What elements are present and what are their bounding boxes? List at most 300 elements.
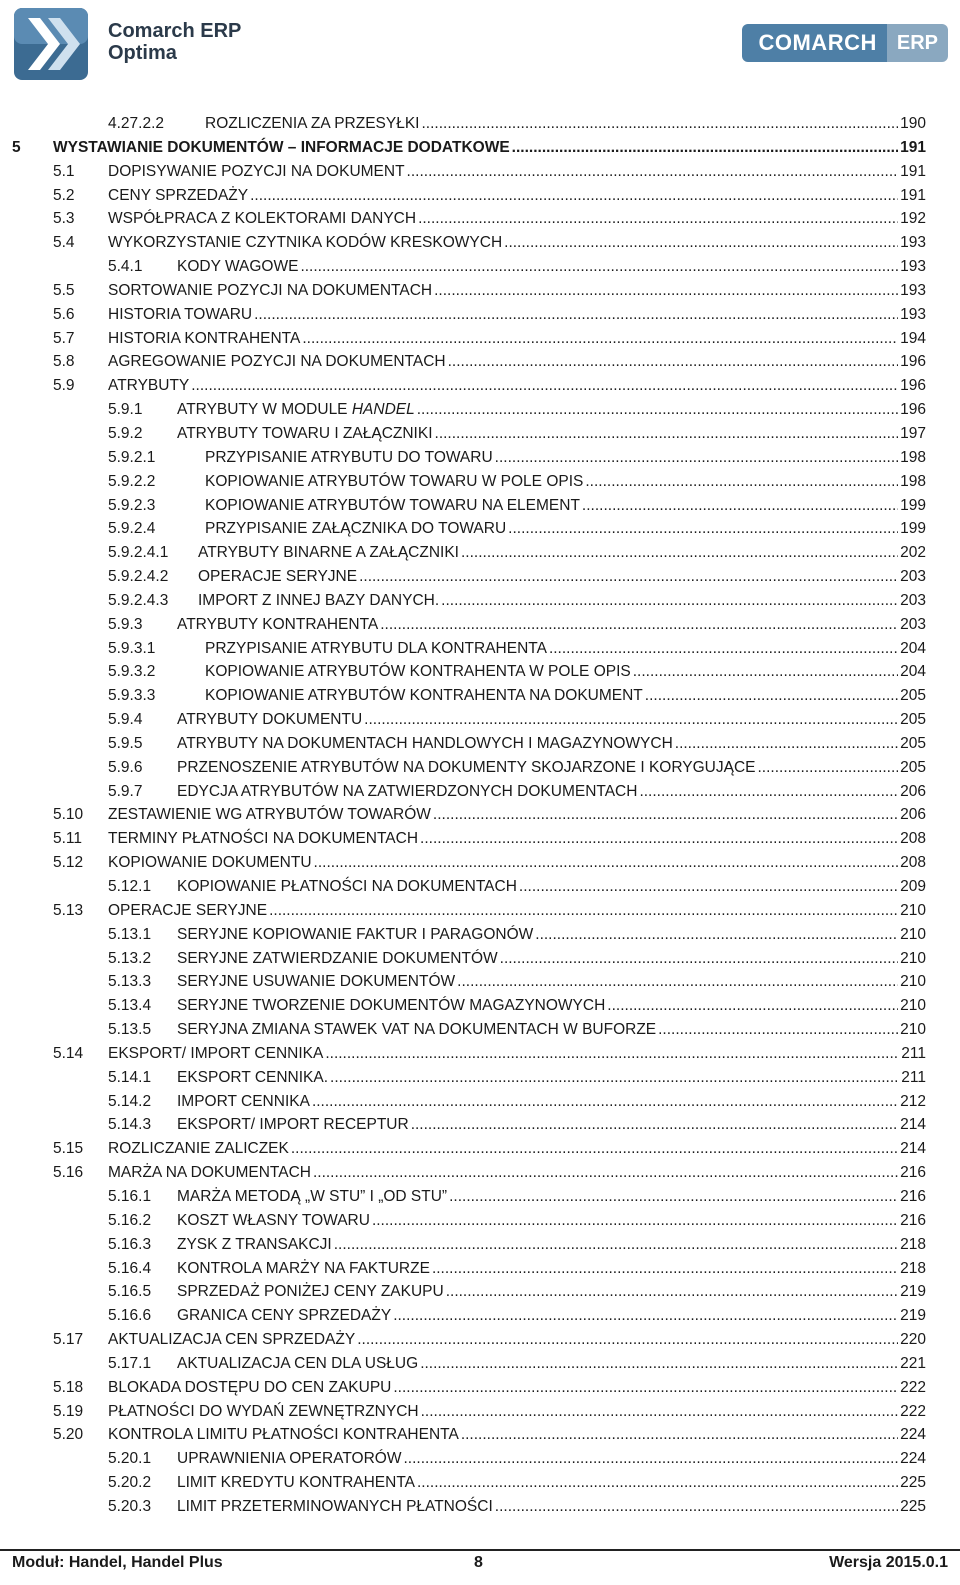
toc-entry[interactable] bbox=[0, 350, 960, 374]
toc-entry-number: 5.16.5 bbox=[108, 1283, 152, 1301]
toc-entry-title-wrap bbox=[177, 947, 898, 971]
toc-entry-number: 5.7 bbox=[53, 329, 75, 347]
toc-dot-leader bbox=[421, 112, 898, 136]
toc-entry-title: KOSZT WŁASNY TOWARU bbox=[177, 1209, 372, 1233]
toc-entry-title-wrap bbox=[205, 112, 898, 136]
toc-dot-leader bbox=[254, 303, 898, 327]
toc-entry-title-wrap bbox=[177, 1209, 898, 1233]
toc-dot-leader bbox=[434, 279, 898, 303]
toc-entry-page: 222 bbox=[898, 1376, 926, 1400]
toc-entry-title: ATRYBUTY NA DOKUMENTACH HANDLOWYCH I MAGAZYNOWYCH bbox=[177, 732, 675, 756]
toc-entry-title: LIMIT PRZETERMINOWANYCH PŁATNOŚCI bbox=[177, 1495, 495, 1519]
toc-dot-leader bbox=[433, 803, 898, 827]
toc-entry-number: 5.16.2 bbox=[108, 1211, 152, 1229]
toc-entry-page: 197 bbox=[898, 422, 926, 446]
toc-entry[interactable] bbox=[0, 374, 960, 398]
toc-entry[interactable] bbox=[0, 923, 960, 947]
toc-entry-number: 5.9.2.4.1 bbox=[108, 544, 169, 562]
toc-entry-number: 5.9 bbox=[53, 377, 75, 395]
toc-entry-title: ROZLICZANIE ZALICZEK bbox=[108, 1137, 291, 1161]
toc-entry-page: 220 bbox=[898, 1328, 926, 1352]
toc-entry[interactable] bbox=[0, 875, 960, 899]
toc-entry-title-wrap bbox=[177, 422, 898, 446]
toc-entry-title-wrap bbox=[177, 1090, 898, 1114]
toc-entry-page: 196 bbox=[898, 350, 926, 374]
toc-entry-title: ZYSK Z TRANSAKCJI bbox=[177, 1233, 334, 1257]
toc-entry-title-wrap bbox=[108, 374, 898, 398]
toc-entry-number: 5.13 bbox=[53, 901, 84, 919]
toc-entry[interactable] bbox=[0, 613, 960, 637]
toc-entry-page: 193 bbox=[898, 279, 926, 303]
toc-entry-page: 210 bbox=[898, 923, 926, 947]
toc-entry-title: BLOKADA DOSTĘPU DO CEN ZAKUPU bbox=[108, 1376, 393, 1400]
toc-entry[interactable] bbox=[0, 1471, 960, 1495]
toc-dot-leader bbox=[633, 660, 898, 684]
toc-entry-title: KOPIOWANIE DOKUMENTU bbox=[108, 851, 314, 875]
toc-entry-page: 205 bbox=[898, 756, 926, 780]
toc-dot-leader bbox=[330, 1066, 899, 1090]
toc-entry[interactable] bbox=[0, 970, 960, 994]
toc-dot-leader bbox=[372, 1209, 898, 1233]
toc-entry-page: 214 bbox=[898, 1137, 926, 1161]
toc-entry-number: 5.18 bbox=[53, 1378, 84, 1396]
toc-entry-title-wrap bbox=[108, 827, 898, 851]
toc-entry-page: 190 bbox=[898, 112, 926, 136]
toc-dot-leader bbox=[757, 756, 898, 780]
logo-main-text: COMARCH bbox=[742, 24, 886, 62]
toc-entry-page: 199 bbox=[898, 517, 926, 541]
toc-entry-page: 225 bbox=[898, 1495, 926, 1519]
toc-entry-number: 5.9.2.2 bbox=[108, 472, 156, 490]
toc-entry-page: 196 bbox=[898, 374, 926, 398]
toc-entry-title: EKSPORT/ IMPORT RECEPTUR bbox=[177, 1113, 411, 1137]
toc-entry[interactable] bbox=[0, 1376, 960, 1400]
toc-entry[interactable] bbox=[0, 899, 960, 923]
toc-entry-page: 219 bbox=[898, 1304, 926, 1328]
toc-dot-leader bbox=[549, 637, 898, 661]
toc-entry[interactable] bbox=[0, 1352, 960, 1376]
toc-entry-title-wrap bbox=[198, 565, 898, 589]
toc-entry-number: 5.9.4 bbox=[108, 711, 143, 729]
toc-entry[interactable] bbox=[0, 1304, 960, 1328]
toc-entry-title: AKTUALIZACJA CEN DLA USŁUG bbox=[177, 1352, 420, 1376]
toc-entry-title: IMPORT Z INNEJ BAZY DANYCH. bbox=[198, 589, 441, 613]
toc-entry-title: AGREGOWANIE POZYCJI NA DOKUMENTACH bbox=[108, 350, 448, 374]
toc-entry-number: 5.20.3 bbox=[108, 1497, 152, 1515]
toc-entry-number: 5.9.2.4 bbox=[108, 520, 156, 538]
toc-entry-title: EDYCJA ATRYBUTÓW NA ZATWIERDZONYCH DOKUMENTACH bbox=[177, 780, 639, 804]
toc-entry-title: AKTUALIZACJA CEN SPRZEDAŻY bbox=[108, 1328, 357, 1352]
toc-entry-page: 210 bbox=[898, 947, 926, 971]
toc-entry-page: 206 bbox=[898, 803, 926, 827]
toc-entry[interactable] bbox=[0, 947, 960, 971]
toc-entry-title: OPERACJE SERYJNE bbox=[108, 899, 269, 923]
toc-entry-title: ATRYBUTY DOKUMENTU bbox=[177, 708, 364, 732]
toc-entry-page: 219 bbox=[898, 1280, 926, 1304]
toc-entry[interactable] bbox=[0, 160, 960, 184]
comarch-optima-logo-icon bbox=[14, 8, 88, 80]
toc-entry-number: 5.4 bbox=[53, 234, 75, 252]
toc-entry-title: ATRYBUTY BINARNE A ZAŁĄCZNIKI bbox=[198, 541, 461, 565]
toc-entry-title-wrap bbox=[177, 923, 898, 947]
toc-entry[interactable] bbox=[0, 207, 960, 231]
toc-entry-number: 5.3 bbox=[53, 210, 75, 228]
toc-entry[interactable] bbox=[0, 1066, 960, 1090]
toc-entry-title-wrap bbox=[198, 541, 898, 565]
toc-dot-leader bbox=[393, 1376, 898, 1400]
toc-dot-leader bbox=[446, 1280, 898, 1304]
toc-dot-leader bbox=[504, 231, 898, 255]
toc-entry-title-wrap bbox=[177, 1304, 898, 1328]
toc-entry-title: ZESTAWIENIE WG ATRYBUTÓW TOWARÓW bbox=[108, 803, 433, 827]
toc-entry-title-wrap bbox=[177, 756, 898, 780]
toc-dot-leader bbox=[607, 994, 898, 1018]
toc-dot-leader bbox=[417, 1471, 898, 1495]
toc-entry[interactable] bbox=[0, 565, 960, 589]
toc-entry-page: 203 bbox=[898, 565, 926, 589]
toc-dot-leader bbox=[269, 899, 898, 923]
toc-dot-leader bbox=[407, 160, 899, 184]
toc-entry-page: 202 bbox=[898, 541, 926, 565]
toc-entry-page: 208 bbox=[898, 827, 926, 851]
toc-entry-title: MARŻA NA DOKUMENTACH bbox=[108, 1161, 313, 1185]
footer-module: Moduł: Handel, Handel Plus bbox=[12, 1554, 223, 1571]
toc-entry-page: 198 bbox=[898, 446, 926, 470]
table-of-contents bbox=[0, 112, 960, 1519]
toc-entry[interactable] bbox=[0, 708, 960, 732]
toc-entry-page: 221 bbox=[898, 1352, 926, 1376]
toc-dot-leader bbox=[449, 1185, 898, 1209]
toc-entry-page: 211 bbox=[899, 1042, 926, 1066]
toc-entry-title: OPERACJE SERYJNE bbox=[198, 565, 359, 589]
toc-entry-title-wrap bbox=[108, 279, 898, 303]
toc-entry-title-wrap bbox=[108, 851, 898, 875]
toc-entry-number: 5.1 bbox=[53, 162, 75, 180]
toc-entry-page: 199 bbox=[898, 494, 926, 518]
toc-entry-number: 5.13.1 bbox=[108, 925, 152, 943]
toc-entry-number: 5.20 bbox=[53, 1426, 84, 1444]
toc-entry-page: 204 bbox=[898, 660, 926, 684]
toc-entry-number: 5.4.1 bbox=[108, 258, 143, 276]
toc-entry-title: KONTROLA MARŻY NA FAKTURZE bbox=[177, 1257, 432, 1281]
toc-entry[interactable] bbox=[0, 541, 960, 565]
toc-dot-leader bbox=[325, 1042, 899, 1066]
toc-entry-title: SERYJNE KOPIOWANIE FAKTUR I PARAGONÓW bbox=[177, 923, 535, 947]
toc-entry-number: 5.9.7 bbox=[108, 782, 143, 800]
toc-entry[interactable] bbox=[0, 1400, 960, 1424]
toc-entry-number: 5.8 bbox=[53, 353, 75, 371]
toc-entry-title-wrap bbox=[177, 970, 898, 994]
toc-entry-number: 5.20.1 bbox=[108, 1450, 152, 1468]
toc-entry[interactable] bbox=[0, 1042, 960, 1066]
toc-entry-number: 5.14.2 bbox=[108, 1092, 152, 1110]
toc-entry-page: 216 bbox=[898, 1185, 926, 1209]
page-footer bbox=[0, 1549, 960, 1585]
toc-entry[interactable] bbox=[0, 994, 960, 1018]
toc-entry[interactable] bbox=[0, 494, 960, 518]
toc-entry-title: WYKORZYSTANIE CZYTNIKA KODÓW KRESKOWYCH bbox=[108, 231, 504, 255]
toc-entry-page: 206 bbox=[898, 780, 926, 804]
toc-entry-title-wrap bbox=[108, 1328, 898, 1352]
toc-dot-leader bbox=[658, 1018, 898, 1042]
toc-entry-page: 205 bbox=[898, 708, 926, 732]
toc-entry-title-wrap bbox=[177, 875, 898, 899]
toc-entry-title-wrap bbox=[177, 732, 898, 756]
brand-name bbox=[108, 20, 241, 64]
toc-entry-number: 5.20.2 bbox=[108, 1474, 152, 1492]
toc-entry-number: 5.9.5 bbox=[108, 734, 143, 752]
toc-entry[interactable] bbox=[0, 851, 960, 875]
toc-entry-title-wrap bbox=[108, 1161, 898, 1185]
toc-entry-number: 5.9.2.4.2 bbox=[108, 568, 169, 586]
toc-entry-title: KODY WAGOWE bbox=[177, 255, 300, 279]
toc-entry-title: KOPIOWANIE ATRYBUTÓW KONTRAHENTA NA DOKUMENT bbox=[205, 684, 645, 708]
toc-entry-title-wrap bbox=[205, 470, 898, 494]
toc-entry[interactable] bbox=[0, 446, 960, 470]
toc-entry-title-wrap bbox=[205, 517, 898, 541]
toc-entry-title: PŁATNOŚCI DO WYDAŃ ZEWNĘTRZNYCH bbox=[108, 1400, 421, 1424]
toc-entry-title: PRZYPISANIE ATRYBUTU DLA KONTRAHENTA bbox=[205, 637, 549, 661]
toc-entry[interactable] bbox=[0, 303, 960, 327]
toc-entry-page: 210 bbox=[898, 899, 926, 923]
toc-entry-title: SPRZEDAŻ PONIŻEJ CENY ZAKUPU bbox=[177, 1280, 446, 1304]
toc-dot-leader bbox=[364, 708, 898, 732]
toc-entry-title: GRANICA CENY SPRZEDAŻY bbox=[177, 1304, 393, 1328]
toc-entry-title-wrap bbox=[177, 1352, 898, 1376]
toc-dot-leader bbox=[441, 589, 898, 613]
toc-entry[interactable] bbox=[0, 398, 960, 422]
toc-entry-title-wrap bbox=[53, 136, 898, 160]
toc-entry-title-wrap bbox=[177, 1233, 898, 1257]
toc-dot-leader bbox=[675, 732, 898, 756]
toc-entry-title: EKSPORT CENNIKA. bbox=[177, 1066, 330, 1090]
toc-entry-title-wrap bbox=[205, 494, 898, 518]
toc-entry-title: PRZENOSZENIE ATRYBUTÓW NA DOKUMENTY SKOJARZONE I KORYGUJĄCE bbox=[177, 756, 757, 780]
toc-dot-leader bbox=[420, 1352, 898, 1376]
toc-entry[interactable] bbox=[0, 1018, 960, 1042]
toc-dot-leader bbox=[418, 207, 898, 231]
toc-entry-number: 5.16.6 bbox=[108, 1307, 152, 1325]
toc-entry-title: HISTORIA KONTRAHENTA bbox=[108, 327, 302, 351]
toc-entry-page: 194 bbox=[898, 327, 926, 351]
toc-entry[interactable] bbox=[0, 279, 960, 303]
toc-entry-number: 5.9.2 bbox=[108, 424, 143, 442]
toc-entry-page: 210 bbox=[898, 1018, 926, 1042]
toc-entry-title-wrap bbox=[177, 994, 898, 1018]
toc-entry-number: 5.13.3 bbox=[108, 973, 152, 991]
toc-entry[interactable] bbox=[0, 756, 960, 780]
toc-entry[interactable] bbox=[0, 684, 960, 708]
toc-dot-leader bbox=[508, 517, 898, 541]
toc-entry-title-wrap bbox=[177, 708, 898, 732]
toc-dot-leader bbox=[417, 398, 898, 422]
toc-entry-number: 5.14.1 bbox=[108, 1068, 152, 1086]
toc-entry-page: 210 bbox=[898, 994, 926, 1018]
toc-entry[interactable] bbox=[0, 1209, 960, 1233]
toc-entry-number: 5.14 bbox=[53, 1044, 84, 1062]
toc-entry-title-wrap bbox=[108, 899, 898, 923]
toc-dot-leader bbox=[585, 470, 898, 494]
toc-entry[interactable] bbox=[0, 827, 960, 851]
toc-entry-title-wrap bbox=[108, 207, 898, 231]
toc-entry[interactable] bbox=[0, 231, 960, 255]
page-header bbox=[0, 0, 960, 90]
toc-entry-title-wrap bbox=[108, 350, 898, 374]
toc-entry-page: 191 bbox=[898, 136, 926, 160]
toc-entry-title-wrap bbox=[177, 780, 898, 804]
toc-entry-title-wrap bbox=[108, 1423, 898, 1447]
toc-entry[interactable] bbox=[0, 1280, 960, 1304]
toc-dot-leader bbox=[334, 1233, 898, 1257]
footer-version: Wersja 2015.0.1 bbox=[829, 1554, 948, 1571]
toc-entry-title: SORTOWANIE POZYCJI NA DOKUMENTACH bbox=[108, 279, 434, 303]
toc-entry[interactable] bbox=[0, 517, 960, 541]
toc-entry-title: KOPIOWANIE ATRYBUTÓW TOWARU NA ELEMENT bbox=[205, 494, 582, 518]
toc-entry-number: 5.15 bbox=[53, 1140, 84, 1158]
toc-entry-number: 5.9.3.1 bbox=[108, 639, 156, 657]
toc-entry-page: 211 bbox=[899, 1066, 926, 1090]
toc-entry[interactable] bbox=[0, 112, 960, 136]
toc-entry-title-wrap bbox=[108, 184, 898, 208]
toc-dot-leader bbox=[519, 875, 898, 899]
toc-entry[interactable] bbox=[0, 1161, 960, 1185]
toc-entry-number: 5.5 bbox=[53, 281, 75, 299]
toc-entry[interactable] bbox=[0, 637, 960, 661]
toc-dot-leader bbox=[461, 1423, 898, 1447]
toc-entry[interactable] bbox=[0, 780, 960, 804]
toc-dot-leader bbox=[411, 1113, 898, 1137]
toc-dot-leader bbox=[291, 1137, 898, 1161]
toc-entry-title-wrap bbox=[108, 231, 898, 255]
toc-entry[interactable] bbox=[0, 1090, 960, 1114]
toc-entry[interactable] bbox=[0, 1233, 960, 1257]
toc-entry[interactable] bbox=[0, 1447, 960, 1471]
toc-entry-page: 208 bbox=[898, 851, 926, 875]
toc-dot-leader bbox=[495, 446, 898, 470]
toc-entry-title: EKSPORT/ IMPORT CENNIKA bbox=[108, 1042, 325, 1066]
toc-entry[interactable] bbox=[0, 1113, 960, 1137]
toc-entry-title: KOPIOWANIE ATRYBUTÓW KONTRAHENTA W POLE OPIS bbox=[205, 660, 633, 684]
toc-dot-leader bbox=[639, 780, 898, 804]
toc-entry-number: 5.13.2 bbox=[108, 949, 152, 967]
toc-dot-leader bbox=[457, 970, 898, 994]
toc-entry-title: ATRYBUTY TOWARU I ZAŁĄCZNIKI bbox=[177, 422, 435, 446]
toc-dot-leader bbox=[302, 327, 898, 351]
toc-entry-title: WSPÓŁPRACA Z KOLEKTORAMI DANYCH bbox=[108, 207, 418, 231]
toc-entry[interactable] bbox=[0, 327, 960, 351]
toc-entry-page: 203 bbox=[898, 613, 926, 637]
toc-entry-title: PRZYPISANIE ZAŁĄCZNIKA DO TOWARU bbox=[205, 517, 508, 541]
toc-dot-leader bbox=[313, 1161, 898, 1185]
toc-entry[interactable] bbox=[0, 1137, 960, 1161]
toc-entry-number: 5.12.1 bbox=[108, 878, 152, 895]
toc-dot-leader bbox=[645, 684, 898, 708]
toc-entry[interactable] bbox=[0, 1257, 960, 1281]
toc-entry-page: 204 bbox=[898, 637, 926, 661]
toc-entry-title-wrap bbox=[108, 327, 898, 351]
toc-entry-number: 5.9.2.1 bbox=[108, 448, 156, 466]
toc-dot-leader bbox=[432, 1257, 898, 1281]
toc-entry-title: KOPIOWANIE PŁATNOŚCI NA DOKUMENTACH bbox=[177, 875, 519, 899]
toc-entry[interactable] bbox=[0, 470, 960, 494]
toc-dot-leader bbox=[393, 1304, 898, 1328]
toc-entry-title-wrap bbox=[177, 1447, 898, 1471]
toc-entry-number: 5.2 bbox=[53, 186, 75, 204]
toc-dot-leader bbox=[500, 947, 898, 971]
toc-entry-number: 5.14.3 bbox=[108, 1116, 152, 1134]
toc-entry-page: 216 bbox=[898, 1161, 926, 1185]
toc-entry[interactable] bbox=[0, 184, 960, 208]
toc-entry[interactable] bbox=[0, 589, 960, 613]
toc-entry-page: 218 bbox=[898, 1257, 926, 1281]
toc-entry[interactable] bbox=[0, 803, 960, 827]
toc-entry-title: ATRYBUTY KONTRAHENTA bbox=[177, 613, 380, 637]
toc-entry-page: 203 bbox=[898, 589, 926, 613]
toc-entry[interactable] bbox=[0, 660, 960, 684]
toc-entry[interactable] bbox=[0, 1185, 960, 1209]
toc-entry-page: 222 bbox=[898, 1400, 926, 1424]
toc-entry[interactable] bbox=[0, 732, 960, 756]
toc-dot-leader bbox=[495, 1495, 898, 1519]
toc-entry-page: 210 bbox=[898, 970, 926, 994]
toc-entry-title: SERYJNA ZMIANA STAWEK VAT NA DOKUMENTACH W BUFORZE bbox=[177, 1018, 658, 1042]
toc-dot-leader bbox=[404, 1447, 899, 1471]
toc-entry-title: KOPIOWANIE ATRYBUTÓW TOWARU W POLE OPIS bbox=[205, 470, 585, 494]
toc-entry[interactable] bbox=[0, 136, 960, 160]
toc-entry-number: 5.9.3.3 bbox=[108, 687, 156, 705]
toc-entry-title: ATRYBUTY W MODULE HANDEL bbox=[177, 398, 417, 422]
toc-entry[interactable] bbox=[0, 255, 960, 279]
logo-erp-text: ERP bbox=[887, 24, 948, 62]
toc-entry-title-wrap bbox=[177, 1257, 898, 1281]
comarch-erp-logo bbox=[742, 24, 948, 62]
toc-entry-number: 5.9.3.2 bbox=[108, 663, 156, 681]
toc-entry[interactable] bbox=[0, 1495, 960, 1519]
toc-entry[interactable] bbox=[0, 422, 960, 446]
toc-entry[interactable] bbox=[0, 1328, 960, 1352]
toc-dot-leader bbox=[357, 1328, 898, 1352]
toc-entry-title: ROZLICZENIA ZA PRZESYŁKI bbox=[205, 112, 421, 136]
toc-entry-number: 4.27.2.2 bbox=[108, 115, 165, 132]
toc-entry-title: UPRAWNIENIA OPERATORÓW bbox=[177, 1447, 404, 1471]
toc-entry-page: 224 bbox=[898, 1423, 926, 1447]
toc-entry-title: HISTORIA TOWARU bbox=[108, 303, 254, 327]
toc-entry-title: PRZYPISANIE ATRYBUTU DO TOWARU bbox=[205, 446, 495, 470]
toc-entry-title-wrap bbox=[177, 1280, 898, 1304]
toc-entry-number: 5.6 bbox=[53, 305, 75, 323]
toc-entry-title-wrap bbox=[108, 160, 898, 184]
brand-line-2: Optima bbox=[108, 42, 177, 64]
toc-entry-page: 216 bbox=[898, 1209, 926, 1233]
italic-term: HANDEL bbox=[351, 401, 415, 419]
toc-entry-title: WYSTAWIANIE DOKUMENTÓW – INFORMACJE DODATKOWE bbox=[53, 136, 512, 160]
toc-entry-number: 5.19 bbox=[53, 1402, 84, 1420]
toc-entry-page: 224 bbox=[898, 1447, 926, 1471]
toc-entry-number: 5.13.4 bbox=[108, 997, 152, 1015]
toc-dot-leader bbox=[435, 422, 899, 446]
toc-dot-leader bbox=[582, 494, 898, 518]
toc-dot-leader bbox=[250, 184, 898, 208]
toc-entry-title: DOPISYWANIE POZYCJI NA DOKUMENT bbox=[108, 160, 407, 184]
toc-entry-number: 5.16 bbox=[53, 1164, 84, 1182]
toc-entry-title-wrap bbox=[177, 613, 898, 637]
toc-entry-title-wrap bbox=[177, 1471, 898, 1495]
toc-entry[interactable] bbox=[0, 1423, 960, 1447]
toc-entry-title-wrap bbox=[177, 1185, 898, 1209]
toc-entry-number: 5.9.2.3 bbox=[108, 496, 156, 514]
toc-entry-page: 212 bbox=[898, 1090, 926, 1114]
toc-entry-title-wrap bbox=[108, 1137, 898, 1161]
